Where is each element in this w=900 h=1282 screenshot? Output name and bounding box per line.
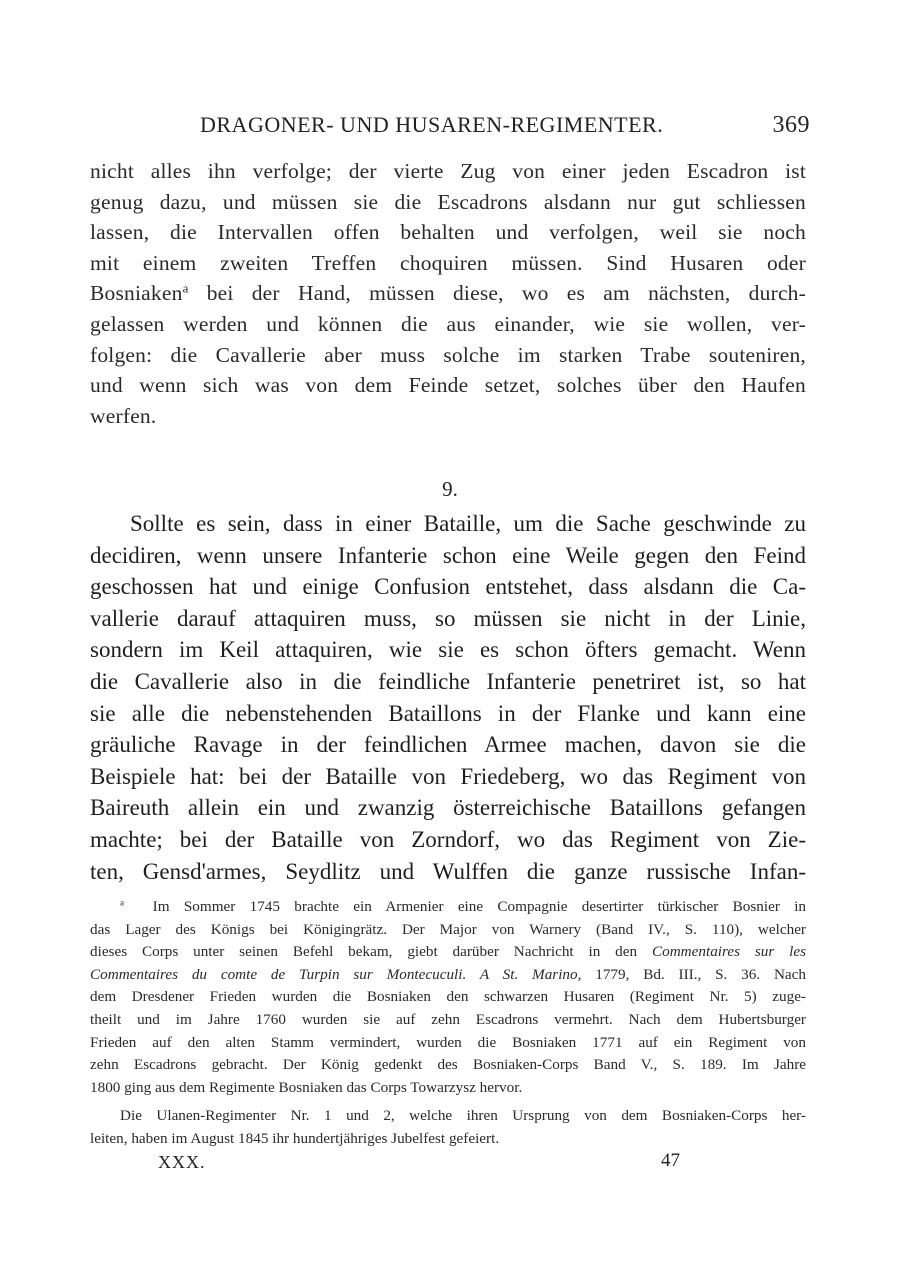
text-fragment: dieses Corps unter seinen Befehl bekam, giebt darüber Nachricht in den	[90, 943, 638, 961]
section-paragraph	[90, 508, 806, 887]
running-title: DRAGONER- UND HUSAREN-REGIMENTER.	[200, 112, 664, 137]
footnote-line: theilt und im Jahre 1760 wurden sie auf zehn Escadrons vermehrt. Nach dem Hubertsburger	[90, 1010, 806, 1028]
text-line: und wenn sich was von dem Feinde setzet, solches über den Haufen	[90, 373, 806, 398]
text-line: decidiren, wenn unsere Infanterie schon eine Weile gegen den Feind	[90, 542, 806, 568]
text-line: ten, Gensd'armes, Seydlitz und Wulffen die ganze russische Infan-	[90, 858, 806, 884]
text-line	[90, 278, 806, 309]
footnote-line: zehn Escadrons gebracht. Der König gedenkt des Bosniaken-Corps Band V., S. 189. Im Jahre	[90, 1056, 806, 1074]
text-line: genug dazu, und müssen sie die Escadrons alsdann nur gut schliessen	[90, 189, 806, 214]
text-line: nicht alles ihn verfolge; der vierte Zug von einer jeden Escadron ist	[90, 159, 806, 183]
text-line: lassen, die Intervallen offen behalten und verfolgen, weil sie noch	[90, 220, 806, 245]
text-line: folgen: die Cavallerie aber muss solche im starken Trabe souteniren,	[90, 342, 806, 367]
italic-title: Commentaires du comte de Turpin sur Montecuculi. A St. Marino,	[90, 965, 582, 983]
footnote-marker: a	[120, 897, 125, 908]
page-number: 369	[772, 112, 810, 138]
text-line: Sollte es sein, dass in einer Bataille, um die Sache geschwinde zu	[130, 511, 806, 536]
footnote-line	[90, 941, 806, 964]
text-line: gelassen werden und können die aus einander, wie sie wollen, ver-	[90, 311, 806, 336]
footnote-line: Frieden auf den alten Stamm vermindert, wurden die Bosniaken 1771 auf ein Regiment von	[90, 1033, 806, 1051]
text-fragment: 1779, Bd. III., S. 36. Nach	[595, 965, 807, 983]
text-fragment: Bosniaken	[90, 281, 183, 306]
footnote-line: 1800 ging aus dem Regimente Bosniaken das Corps Towarzysz hervor.	[90, 1078, 523, 1096]
footnote-line	[90, 896, 806, 919]
section-number: 9.	[442, 477, 458, 501]
text-line: geschossen hat und einige Confusion entstehet, dass alsdann die Ca-	[90, 574, 806, 600]
folio-number: 47	[661, 1150, 680, 1171]
footnotes	[90, 896, 806, 1151]
text-line: Beispiele hat: bei der Bataille von Friedeberg, wo das Regiment von	[90, 763, 806, 789]
text-fragment: bei der Hand, müssen diese, wo es am nächsten, durch-	[206, 281, 806, 306]
footnote-line: dem Dresdener Frieden wurden die Bosniaken den schwarzen Husaren (Regiment Nr. 5) zuge-	[90, 988, 806, 1006]
text-line: Baireuth allein ein und zwanzig österreichische Bataillons gefangen	[90, 795, 806, 821]
page-header	[200, 112, 810, 142]
footnote-line	[90, 964, 806, 987]
text-line: gräuliche Ravage in der feindlichen Armee machen, davon sie die	[90, 732, 806, 758]
italic-title: Commentaires sur les	[651, 943, 807, 961]
footnote-marker: a	[182, 281, 189, 296]
text-line: vallerie darauf attaquiren muss, so müssen sie nicht in der Linie,	[90, 605, 806, 631]
text-fragment: Im Sommer 1745 brachte ein Armenier eine Compagnie desertirter türkischer Bosnier in	[152, 898, 807, 915]
footnote-line: das Lager des Königs bei Königingrätz. Der Major von Warnery (Band IV., S. 110), welcher	[90, 920, 806, 938]
text-line: sondern im Keil attaquiren, wie sie es schon öfters gemacht. Wenn	[90, 637, 806, 663]
footnote-line: Die Ulanen-Regimenter Nr. 1 und 2, welche ihren Ursprung von dem Bosniaken-Corps her-	[120, 1107, 806, 1125]
text-line: die Cavallerie also in die feindliche Infanterie penetriret ist, so hat	[90, 668, 806, 694]
text-line: machte; bei der Bataille von Zorndorf, wo das Regiment von Zie-	[90, 826, 806, 852]
text-line: werfen.	[90, 403, 157, 428]
page-footer	[158, 1152, 680, 1178]
continued-paragraph	[90, 156, 806, 431]
footnote-line: leiten, haben im August 1845 ihr hundertjähriges Jubelfest gefeiert.	[90, 1129, 500, 1147]
text-line: sie alle die nebenstehenden Bataillons in der Flanke und kann eine	[90, 700, 806, 726]
text-line: mit einem zweiten Treffen choquiren müssen. Sind Husaren oder	[90, 250, 806, 275]
signature-mark: XXX.	[158, 1152, 206, 1172]
